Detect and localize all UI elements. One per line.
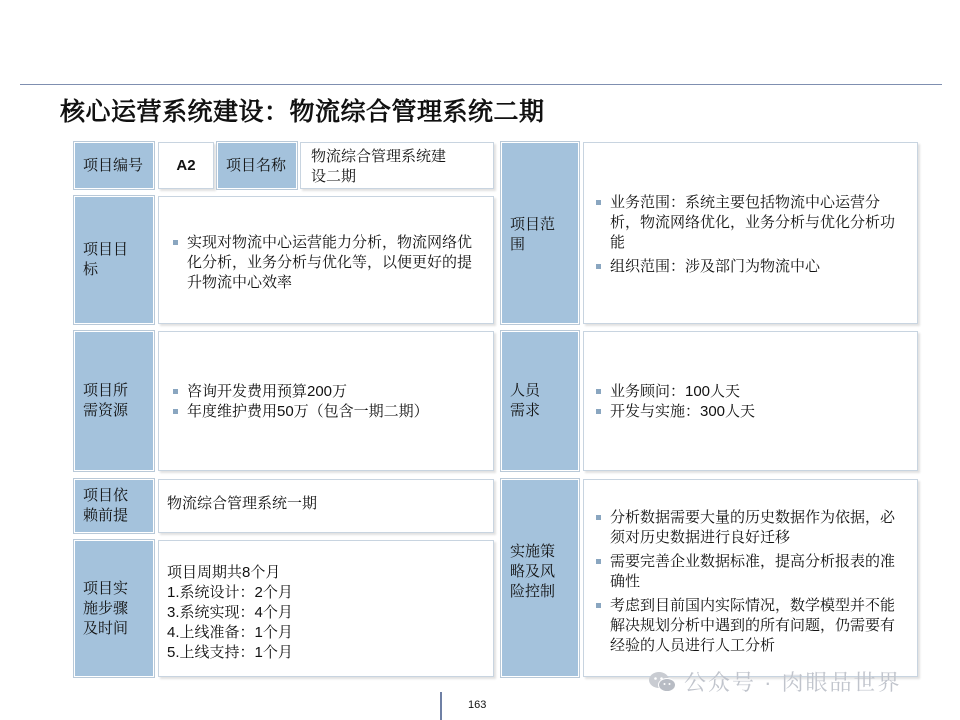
label-resources	[74, 331, 154, 471]
value-steps	[158, 540, 494, 677]
steps-line: 项目周期共8个月	[167, 564, 281, 581]
value-goal	[158, 196, 494, 324]
label-strategy-text: 实施策略及风险控制	[510, 543, 556, 600]
steps-line: 1.系统设计：2个月	[167, 584, 293, 601]
goal-item: 实现对物流中心运营能力分析，物流网络优化分析，业务分析与优化等，以便更好的提升物流中心效率	[167, 233, 479, 293]
value-dependency-text: 物流综合管理系统一期	[167, 495, 318, 512]
scope-item: 组织范围：涉及部门为物流中心	[590, 257, 901, 277]
staff-item: 开发与实施：300人天	[590, 402, 901, 422]
staff-item: 业务顾问：100人天	[590, 382, 901, 402]
value-project-no-text: A2	[176, 156, 196, 174]
label-steps	[74, 540, 154, 677]
label-goal	[74, 196, 154, 324]
scope-item: 业务范围：系统主要包括物流中心运营分析，物流网络优化，业务分析与优化分析功能	[590, 193, 901, 253]
scope-list	[590, 193, 901, 277]
strategy-item: 需要完善企业数据标准，提高分析报表的准确性	[590, 552, 901, 592]
wechat-icon	[648, 671, 676, 693]
label-dependency	[74, 479, 154, 533]
steps-line: 5.上线支持：1个月	[167, 644, 293, 661]
label-scope-text: 项目范围	[510, 216, 556, 253]
label-steps-text: 项目实施步骤及时间	[83, 579, 129, 637]
label-project-name	[217, 142, 297, 189]
page-number: 163	[468, 699, 487, 711]
label-goal-text: 项目目标	[83, 241, 129, 278]
strategy-item: 分析数据需要大量的历史数据作为依据，必须对历史数据进行良好迁移	[590, 508, 901, 548]
header-divider	[20, 84, 942, 85]
label-project-no-text: 项目编号	[83, 156, 144, 174]
steps-line: 4.上线准备：1个月	[167, 624, 293, 641]
value-staff	[583, 331, 918, 471]
resources-item: 咨询开发费用预算200万	[167, 382, 479, 402]
value-project-name-text: 物流综合管理系统建设二期	[311, 148, 447, 185]
label-project-name-text: 项目名称	[226, 156, 287, 174]
value-project-name	[300, 142, 494, 189]
value-strategy	[583, 479, 918, 677]
label-staff	[501, 331, 579, 471]
goal-list	[167, 233, 479, 293]
value-dependency	[158, 479, 494, 533]
label-resources-text: 项目所需资源	[83, 382, 129, 419]
staff-list	[590, 382, 901, 422]
label-project-no	[74, 142, 154, 189]
label-dependency-text: 项目依赖前提	[83, 487, 129, 524]
strategy-list	[590, 508, 901, 656]
watermark-text: 公众号 · 肉眼品世界	[684, 670, 902, 695]
strategy-item: 考虑到目前国内实际情况，数学模型并不能解决规划分析中遇到的所有问题，仍需要有经验的人员进行人工分析	[590, 596, 901, 656]
value-project-no	[158, 142, 214, 189]
label-strategy	[501, 479, 579, 677]
value-scope	[583, 142, 918, 324]
footer-divider	[440, 692, 442, 720]
resources-list	[167, 382, 479, 422]
value-resources	[158, 331, 494, 471]
page-title: 核心运营系统建设：物流综合管理系统二期	[60, 98, 545, 126]
steps-line: 3.系统实现：4个月	[167, 604, 293, 621]
resources-item: 年度维护费用50万（包含一期二期）	[167, 402, 479, 422]
watermark	[648, 666, 902, 697]
label-scope	[501, 142, 579, 324]
label-staff-text: 人员需求	[510, 382, 541, 419]
